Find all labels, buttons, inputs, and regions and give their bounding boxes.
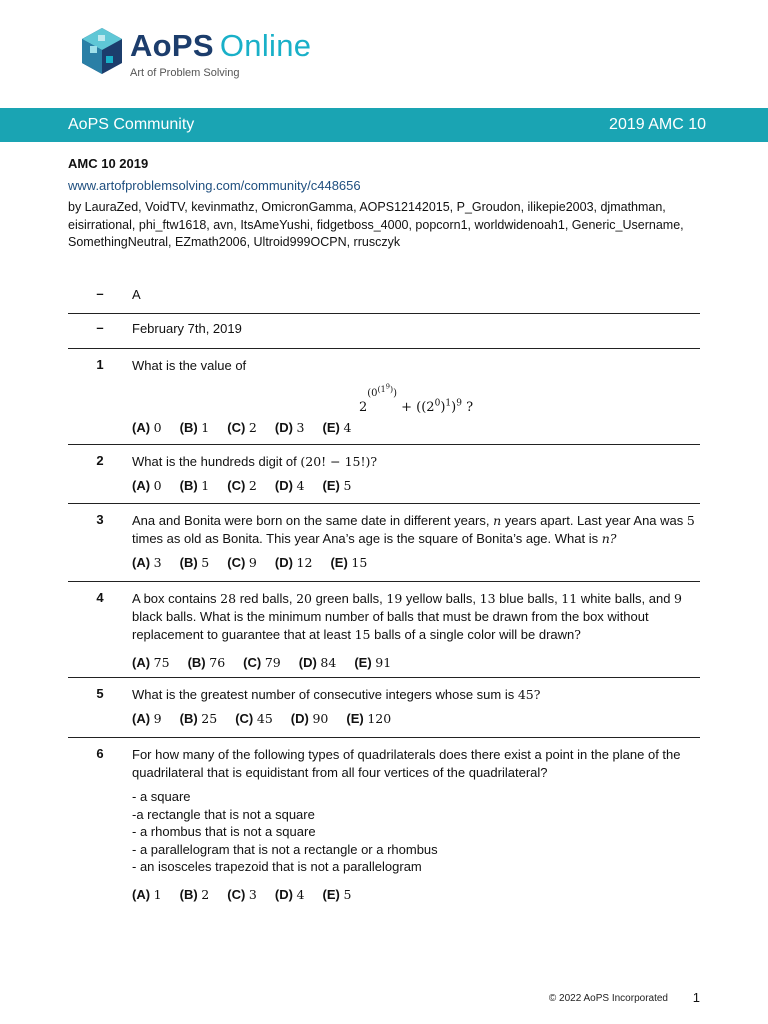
choice-e: (E) 91 xyxy=(354,655,392,670)
choice-c: (C) 2 xyxy=(227,478,257,493)
choice-d: (D) 3 xyxy=(274,420,305,435)
document-header xyxy=(68,156,718,252)
problem-text: What is the value of xyxy=(132,358,247,373)
answer-choices xyxy=(132,554,700,572)
problem-row xyxy=(68,738,700,904)
problem-row xyxy=(68,504,700,582)
answer-choices xyxy=(132,419,700,437)
choice-e: (E) 5 xyxy=(322,886,352,902)
choice-e: (E) 120 xyxy=(346,711,392,726)
problem-number: 1 xyxy=(96,357,104,372)
choice-d: (D) 90 xyxy=(290,711,329,726)
problem-text: What is the greatest number of consecutive integers whose sum is 45? xyxy=(132,687,541,702)
choice-e: (E) 15 xyxy=(330,555,368,570)
answer-choices xyxy=(132,654,700,672)
cube-logo-icon xyxy=(80,26,124,76)
choice-c: (C) 9 xyxy=(227,555,257,570)
choice-d: (D) 4 xyxy=(274,478,305,493)
header-band xyxy=(0,108,768,142)
logo-subtitle: Art of Problem Solving xyxy=(130,67,240,79)
aops-logo[interactable] xyxy=(80,24,340,84)
answer-choices xyxy=(132,886,700,904)
choice-a: (A) 9 xyxy=(132,711,162,726)
contest-date: February 7th, 2019 xyxy=(132,321,242,336)
choice-d: (D) 12 xyxy=(274,555,313,570)
list-item: - a rhombus that is not a square xyxy=(132,824,316,839)
choice-e: (E) 4 xyxy=(322,420,352,435)
problem-row xyxy=(68,349,700,445)
choice-b: (B) 1 xyxy=(179,420,210,435)
problem-text: For how many of the following types of quadrilaterals does there exist a point in the plane of the quadrilateral that is equidistant from all four vertices of the quadrilateral? xyxy=(132,747,681,780)
choice-a: (A) 75 xyxy=(132,655,170,670)
problem-number: 6 xyxy=(96,746,104,761)
choice-b: (B) 25 xyxy=(179,711,218,726)
problem-number: 5 xyxy=(96,686,104,701)
choice-d: (D) 84 xyxy=(298,655,337,670)
meta-row-date xyxy=(68,314,700,349)
choice-c: (C) 45 xyxy=(235,711,273,726)
choice-a: (A) 0 xyxy=(132,420,162,435)
problem-number: 2 xyxy=(96,453,104,468)
problems-list xyxy=(68,286,700,904)
section-label: A xyxy=(132,287,141,302)
answer-choices xyxy=(132,477,700,495)
choice-e: (E) 5 xyxy=(322,478,352,493)
row-marker: – xyxy=(96,320,104,335)
page-number: 1 xyxy=(692,990,700,1005)
list-item: - a square xyxy=(132,789,191,804)
list-item: - an isosceles trapezoid that is not a parallelogram xyxy=(132,859,422,874)
logo-brand-online: Online xyxy=(219,28,312,63)
authors-line: by LauraZed, VoidTV, kevinmathz, OmicronGamma, AOPS12142015, P_Groudon, ilikepie2003, djmathman, eisirrational, phi_ftw1618, avn, ItsAmeYushi, fidgetboss_4000, popcorn1, worldwidenoah1, Generic_Username, SomethingNeutral, EZmath2006, Ultroid999OCPN, rrusczyk xyxy=(68,200,684,249)
choice-b: (B) 2 xyxy=(179,886,210,902)
community-link[interactable]: www.artofproblemsolving.com/community/c448656 xyxy=(68,178,361,193)
answer-choices xyxy=(132,710,700,728)
choice-d: (D) 4 xyxy=(274,886,305,902)
row-marker: – xyxy=(96,286,104,301)
logo-brand: AoPS xyxy=(130,28,214,63)
problem-text: What is the hundreds digit of (20! − 15!)? xyxy=(132,454,378,469)
list-item: -a rectangle that is not a square xyxy=(132,806,315,822)
choice-a: (A) 3 xyxy=(132,555,162,570)
community-label[interactable]: AoPS Community xyxy=(68,116,195,133)
problem-number: 4 xyxy=(96,590,104,605)
choice-b: (B) 76 xyxy=(187,655,226,670)
choice-c: (C) 3 xyxy=(227,886,257,902)
choice-b: (B) 1 xyxy=(179,478,210,493)
contest-label: 2019 AMC 10 xyxy=(609,116,706,133)
problem-formula: $2^{(0^{(1^9)})} + ((2^0)^1)^9$ ? xyxy=(358,382,474,416)
contest-title: AMC 10 2019 xyxy=(68,156,149,171)
problem-text: A box contains 28 red balls, 20 green balls, 19 yellow balls, 13 blue balls, 11 white balls, and 9 black balls. What is the minimum number of balls that must be drawn from the box without replacement to guarantee that at least 15 balls of a single color will be drawn? xyxy=(132,591,682,642)
meta-row-section xyxy=(68,286,700,314)
problem-row xyxy=(68,678,700,738)
choice-a: (A) 0 xyxy=(132,478,162,493)
problem-row xyxy=(68,582,700,678)
choice-a: (A) 1 xyxy=(132,886,162,902)
quadrilateral-list xyxy=(132,788,700,876)
problem-text: Ana and Bonita were born on the same date in different years, n years apart. Last year Ana was 5 times as old as Bonita. This year Ana’s age is the square of Bonita’s age. What is n? xyxy=(132,513,695,546)
list-item: - a parallelogram that is not a rectangle or a rhombus xyxy=(132,841,438,857)
choice-c: (C) 2 xyxy=(227,420,257,435)
logo-wordmark xyxy=(130,28,311,64)
choice-b: (B) 5 xyxy=(179,555,210,570)
problem-row xyxy=(68,445,700,504)
copyright: © 2022 AoPS Incorporated xyxy=(548,993,668,1004)
problem-number: 3 xyxy=(96,512,104,527)
choice-c: (C) 79 xyxy=(243,655,281,670)
